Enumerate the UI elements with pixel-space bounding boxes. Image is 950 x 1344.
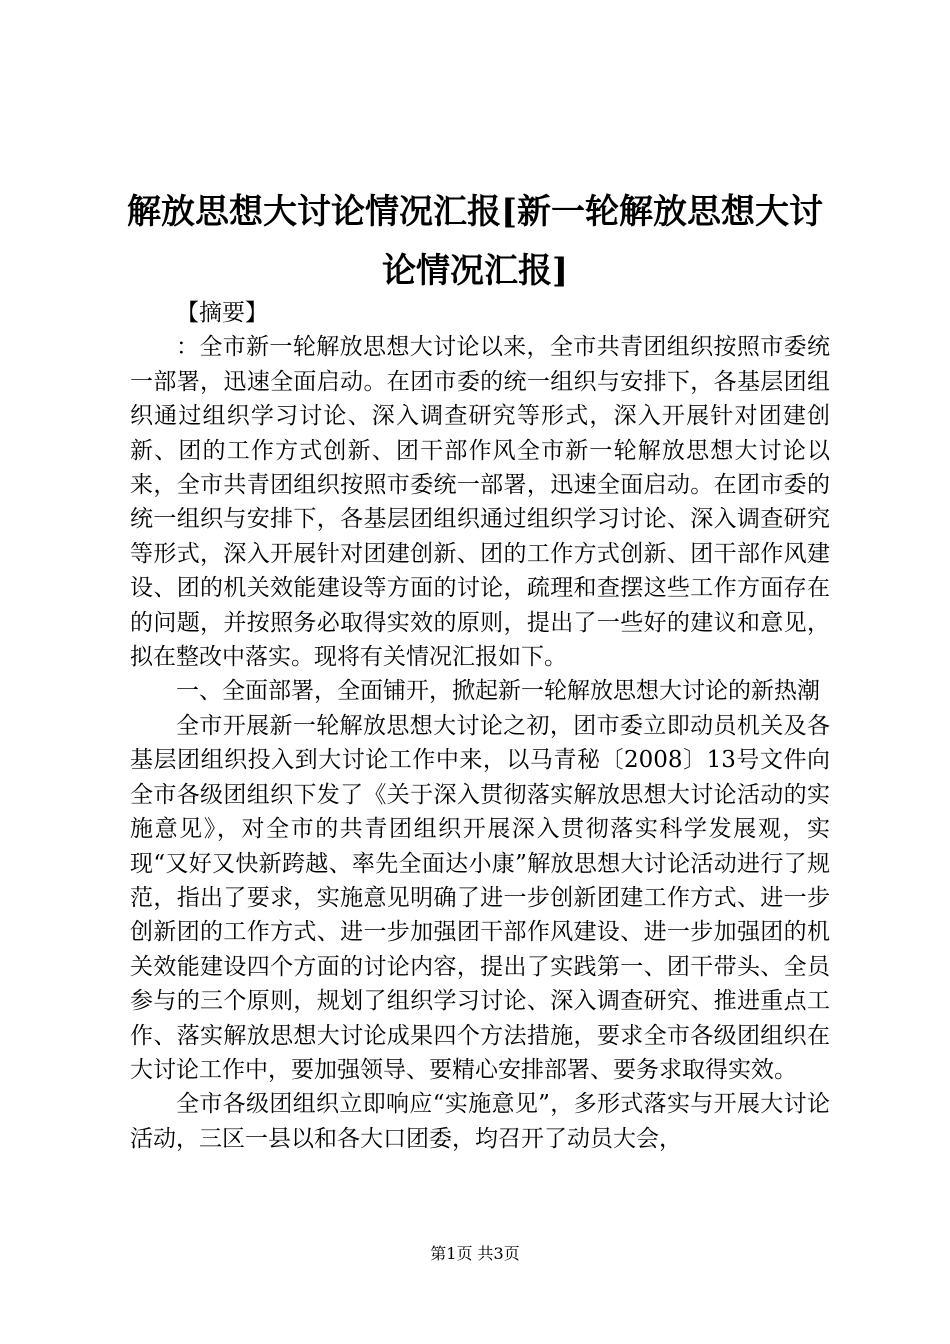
document-body <box>130 296 830 1156</box>
body-paragraph: 全市各级团组织立即响应“实施意见”，多形式落实与开展大讨论活动，三区一县以和各大口团委，均召开了动员大会， <box>130 1091 830 1152</box>
abstract-label: 【摘要】 <box>176 300 268 326</box>
abstract-paragraph: ：全市新一轮解放思想大讨论以来，全市共青团组织按照市委统一部署，迅速全面启动。在团市委的统一组织与安排下，各基层团组织通过组织学习讨论、深入调查研究等形式，深入开展针对团建创新、团的工作方式创新、团干部作风全市新一轮解放思想大讨论以来，全市共青团组织按照市委统一部署，迅速全面启动。在团市委的统一组织与安排下，各基层团组织通过组织学习讨论、深入调查研究等形式，深入开展针对团建创新、团的工作方式创新、团干部作风建设、团的机关效能建设等方面的讨论，疏理和查摆这些工作方面存在的问题，并按照务必取得实效的原则，提出了一些好的建议和意见，拟在整改中落实。现将有关情况汇报如下。 <box>130 334 830 671</box>
page-footer: 第1页 共3页 <box>430 1244 520 1263</box>
body-paragraph: 全市开展新一轮解放思想大讨论之初，团市委立即动员机关及各基层团组织投入到大讨论工作中来，以马青秘〔2008〕13号文件向全市各级团组织下发了《关于深入贯彻落实解放思想大讨论活动的实施意见》，对全市的共青团组织开展深入贯彻落实科学发展观，实现“又好又快新跨越、率先全面达小康”解放思想大讨论活动进行了规范，指出了要求，实施意见明确了进一步创新团建工作方式、进一步创新团的工作方式、进一步加强团干部作风建设、进一步加强团的机关效能建设四个方面的讨论内容，提出了实践第一、团干带头、全员参与的三个原则，规划了组织学习讨论、深入调查研究、推进重点工作、落实解放思想大讨论成果四个方法措施，要求全市各级团组织在大讨论工作中，要加强领导、要精心安排部署、要务求取得实效。 <box>130 712 830 1083</box>
section-heading: 一、全面部署，全面铺开，掀起新一轮解放思想大讨论的新热潮 <box>176 678 820 705</box>
document-title: 解放思想大讨论情况汇报[新一轮解放思想大讨论情况汇报] <box>126 192 824 291</box>
